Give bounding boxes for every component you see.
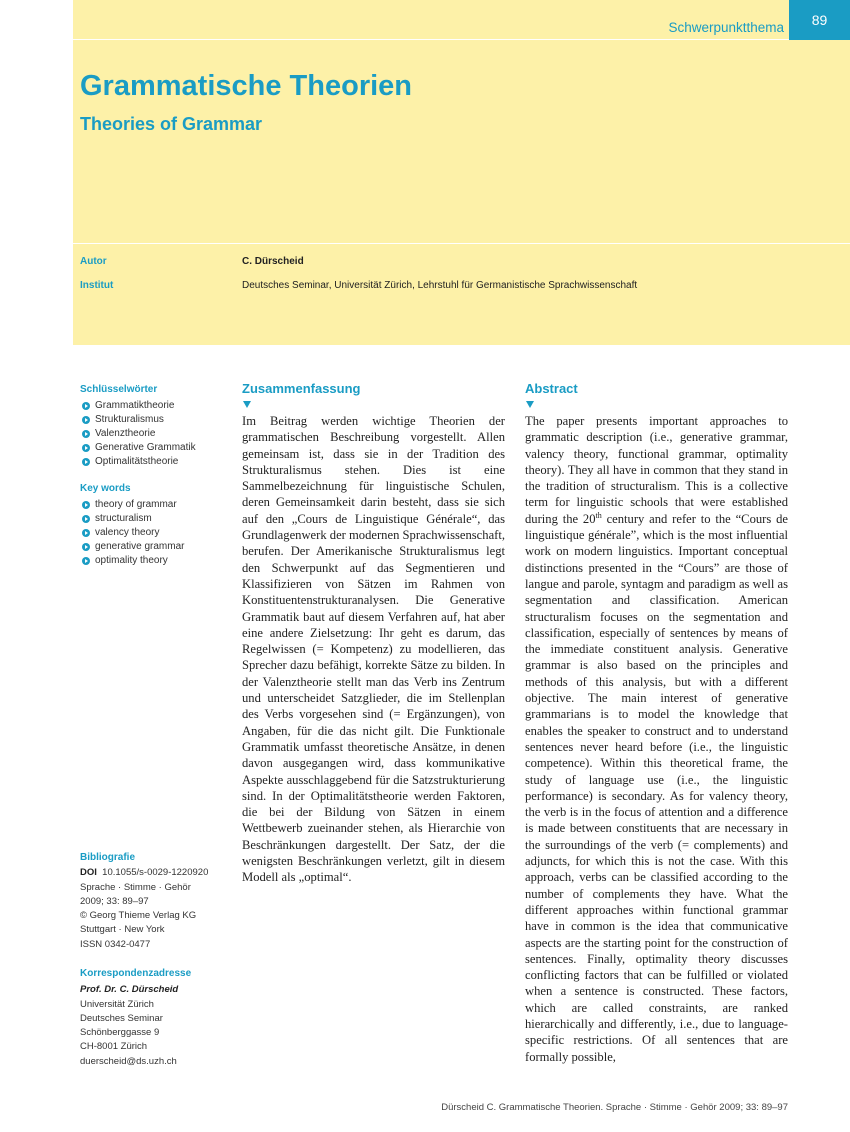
arrow-bullet-icon [82, 444, 90, 452]
address-line: Universität Zürich [80, 998, 154, 1010]
address-line: Deutsches Seminar [80, 1012, 163, 1024]
email-link[interactable]: duerscheid@ds.uzh.ch [80, 1055, 177, 1067]
arrow-bullet-icon [82, 501, 90, 509]
arrow-bullet-icon [82, 529, 90, 537]
author-name: C. Dürscheid [242, 256, 304, 267]
summary-german [242, 381, 505, 886]
biblio-line: 2009; 33: 89–97 [80, 895, 149, 907]
summary-heading: Zusammenfassung [242, 381, 361, 396]
header-divider [73, 39, 789, 40]
institute-name: Deutsches Seminar, Universität Zürich, Lehrstuhl für Germanistische Sprachwissenschaft [242, 280, 638, 291]
keywords-de-heading: Schlüsselwörter [80, 384, 158, 395]
bibliography-heading: Bibliografie [80, 852, 136, 863]
list-item: generative grammar [80, 540, 230, 554]
biblio-line: © Georg Thieme Verlag KG [80, 910, 197, 922]
correspondence-name: Prof. Dr. C. Dürscheid [80, 984, 179, 996]
list-item: Strukturalismus [80, 413, 230, 427]
correspondence-heading: Korrespondenzadresse [80, 968, 192, 979]
arrow-bullet-icon [82, 430, 90, 438]
doi-line [80, 866, 240, 880]
author-label: Autor [80, 256, 107, 267]
list-item: Grammatiktheorie [80, 399, 230, 413]
footer-citation: Dürscheid C. Grammatische Theorien. Sprache · Stimme · Gehör 2009; 33: 89–97 [441, 1102, 788, 1113]
doi-value[interactable]: 10.1055/s-0029-1220920 [102, 867, 209, 879]
list-item: valency theory [80, 526, 230, 540]
list-item: optimality theory [80, 554, 230, 568]
arrow-down-icon [243, 401, 251, 408]
arrow-bullet-icon [82, 543, 90, 551]
correspondence-block [80, 967, 240, 1069]
arrow-bullet-icon [82, 458, 90, 466]
bibliography-block [80, 851, 240, 952]
summary-text: Im Beitrag werden wichtige Theorien der grammatischen Beschreibung vorgestellt. Allen gemeinsam ist, dass sie in der Tradition des Strukturalismus stehen. Dies ist eine Sammelbezeichnung für linguistische Schulen, deren Gemeinsamkeit darin besteht, dass sie sich auf den „Cours de Linguistique Générale“, das Grundlagenwerk der modernen Sprachwissenschaft, berufen. Der Amerikanische Strukturalismus legt den Schwerpunkt auf das Segmentieren und Klassifizieren von Sätzen im Rahmen von Konstituentenstrukturanalysen. Die Generative Grammatik baut auf diesem Verfahren auf, hat aber eine andere Zielsetzung: Ihr geht es darum, das Regelwissen (= Kompetenz) zu modellieren, das Sprecher dazu befähigt, korrekte Sätze zu bilden. In der Valenztheorie stellt man das Verb ins Zentrum und unterscheidet Satzglieder, die im Stellenplan des Verbs vorgesehen sind (= Ergänzungen), von Angaben, für die das nicht gilt. Die Funktionale Grammatik umfasst theoretische Ansätze, in denen davon ausgegangen wird, dass kommunikative Aspekte ausschlaggebend für die Satzstrukturierung sind. In der Optimalitätstheorie werden Faktoren, die bei der Bildung von Sätzen in einem Wettbewerb zueinander stehen, als Hierarchie von Beschränkungen dargestellt. Der Satz, der die wenigsten Beschränkungen verletzt, gilt in diesem Modell als „optimal“. [242, 414, 505, 885]
keywords-en-heading: Key words [80, 483, 131, 494]
biblio-line: Stuttgart · New York [80, 924, 165, 936]
list-item: Generative Grammatik [80, 441, 230, 455]
keywords-de-list [80, 399, 230, 469]
list-item: Valenztheorie [80, 427, 230, 441]
list-item: theory of grammar [80, 498, 230, 512]
arrow-bullet-icon [82, 557, 90, 565]
arrow-bullet-icon [82, 416, 90, 424]
address-line: CH-8001 Zürich [80, 1041, 148, 1053]
abstract-heading: Abstract [525, 381, 578, 396]
arrow-bullet-icon [82, 402, 90, 410]
page-title: Grammatische Theorien [80, 70, 412, 102]
address-line: Schönberggasse 9 [80, 1027, 160, 1039]
running-head: Schwerpunktthema [668, 20, 784, 35]
abstract-text: The paper presents important approaches to grammatic description (i.e., generative grammar, valency theory, functional grammar, optimality theory). They all have in common that they stand in the tradition of structuralism. This is a collective term for linguistic schools that were established during the 20th century and refer to the “Cours de linguistique générale”, which is the most influential work on modern linguistics. Important conceptual distinctions presented in the “Cours” are those of langue and parole, syntagm and paradigm as well as segmentation and classification. American structuralism focuses on the segmentation and classification, especially of sentences by means of the immediate constituent analysis. Generative grammar is also based on the principles and methods of this analysis, but with a different objective. The main interest of generative grammarians is to model the knowledge that enables the speaker to construct and to understand sentences never heard before (i.e., the linguistic competence). Within this theoretical frame, the study of language use (i.e., the linguistic performance) is secondary. As for valency theory, the verb is in the focus of attention and a difference is made between constituents that are necessary in the surroundings of the verb (= complements) and adjuncts, for which this is not the case. With this approach, verbs can be classified according to the number of complements they have. What the different approaches within functional grammar have in common is the idea that communicative aspects are the starting point for the construction of sentences. Finally, optimality theory discusses conflicting factors that can be fulfilled or violated when a sentence is constructed. These factors, which are called constraints, are ranked hierarchically and differently, i.e., due to language-specific restrictions. Of all sentences that are formally possible, [525, 414, 788, 1064]
arrow-down-icon [526, 401, 534, 408]
list-item: structuralism [80, 512, 230, 526]
institute-label: Institut [80, 280, 114, 291]
page-subtitle: Theories of Grammar [80, 114, 263, 134]
arrow-bullet-icon [82, 515, 90, 523]
doi-label: DOI [80, 867, 97, 879]
biblio-line: ISSN 0342-0477 [80, 938, 151, 950]
list-item: Optimalitätstheorie [80, 455, 230, 469]
page-number: 89 [789, 0, 850, 40]
keywords-en-list [80, 498, 230, 568]
meta-divider [73, 243, 850, 244]
header-band [73, 0, 850, 345]
biblio-line: Sprache · Stimme · Gehör [80, 881, 191, 893]
abstract-english [525, 381, 788, 1065]
keywords-sidebar [80, 383, 230, 581]
